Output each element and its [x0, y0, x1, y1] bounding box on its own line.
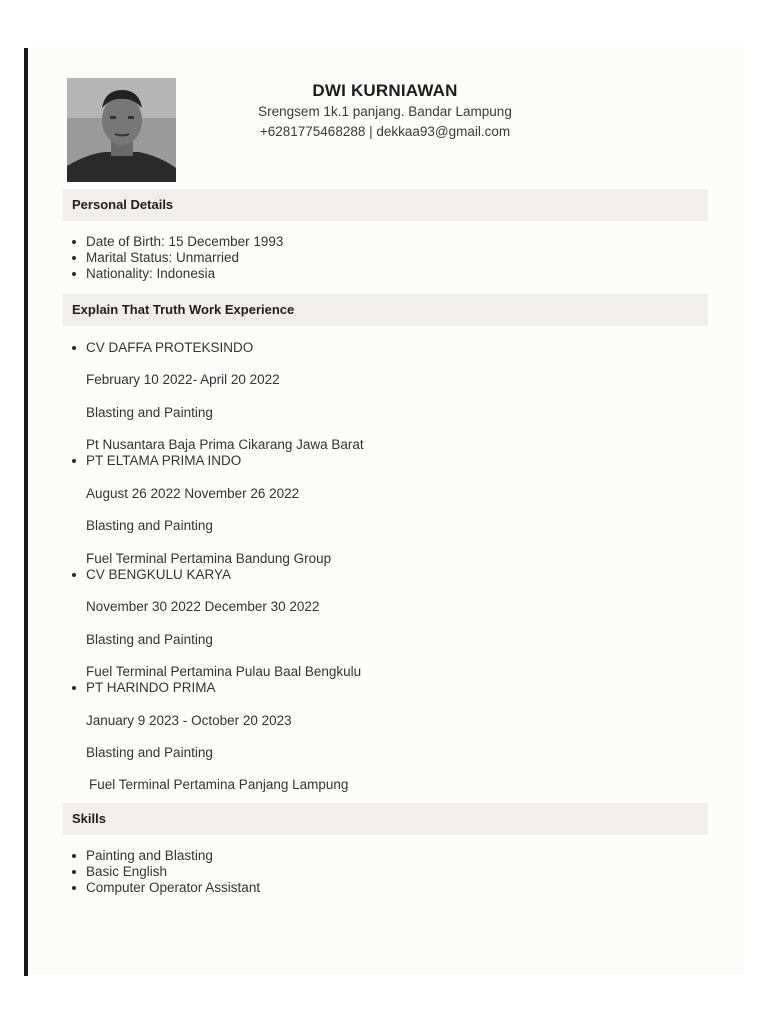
left-border-rule — [24, 48, 28, 976]
job-dates: August 26 2022 November 26 2022 — [86, 485, 300, 501]
profile-photo — [67, 78, 176, 182]
job-company: CV DAFFA PROTEKSINDO — [86, 340, 254, 355]
job-dates: February 10 2022- April 20 2022 — [86, 372, 280, 388]
job-entry — [86, 567, 364, 680]
job-company: PT HARINDO PRIMA — [86, 680, 216, 696]
list-item: Computer Operator Assistant — [86, 880, 261, 896]
list-item: Date of Birth: 15 December 1993 — [86, 234, 284, 249]
address: Srengsem 1k.1 panjang. Bandar Lampung — [258, 104, 512, 119]
job-role: Blasting and Painting — [86, 404, 213, 420]
section-heading-work-experience: Explain That Truth Work Experience — [63, 294, 708, 326]
section-heading-skills: Skills — [63, 803, 708, 835]
job-entry — [86, 340, 364, 453]
job-role: Blasting and Painting — [86, 744, 213, 760]
job-location: Pt Nusantara Baja Prima Cikarang Jawa Barat — [86, 437, 364, 453]
list-item: Painting and Blasting — [86, 848, 260, 864]
job-role: Blasting and Painting — [86, 631, 213, 647]
job-role: Blasting and Painting — [86, 518, 213, 534]
resume-header — [190, 80, 580, 142]
work-experience-list — [64, 340, 364, 794]
personal-details-list — [64, 234, 283, 283]
job-company: PT ELTAMA PRIMA INDO — [86, 453, 242, 469]
list-item: Nationality: Indonesia — [86, 266, 283, 282]
candidate-name: DWI KURNIAWAN — [312, 81, 458, 100]
job-location: Fuel Terminal Pertamina Bandung Group — [86, 550, 332, 566]
list-item: Marital Status: Unmarried — [86, 250, 283, 266]
job-location: Fuel Terminal Pertamina Panjang Lampung — [89, 777, 349, 793]
contact-info: +6281775468288 | dekkaa93@gmail.com — [259, 124, 511, 139]
job-dates: November 30 2022 December 30 2022 — [86, 599, 320, 615]
job-location: Fuel Terminal Pertamina Pulau Baal Bengkulu — [86, 663, 362, 679]
section-heading-personal-details: Personal Details — [63, 189, 708, 221]
job-company: CV BENGKULU KARYA — [86, 566, 232, 582]
job-dates: January 9 2023 - October 20 2023 — [86, 712, 292, 728]
list-item: Basic English — [86, 864, 260, 880]
job-entry — [86, 453, 364, 566]
skills-list — [64, 848, 260, 897]
job-entry — [86, 680, 364, 793]
